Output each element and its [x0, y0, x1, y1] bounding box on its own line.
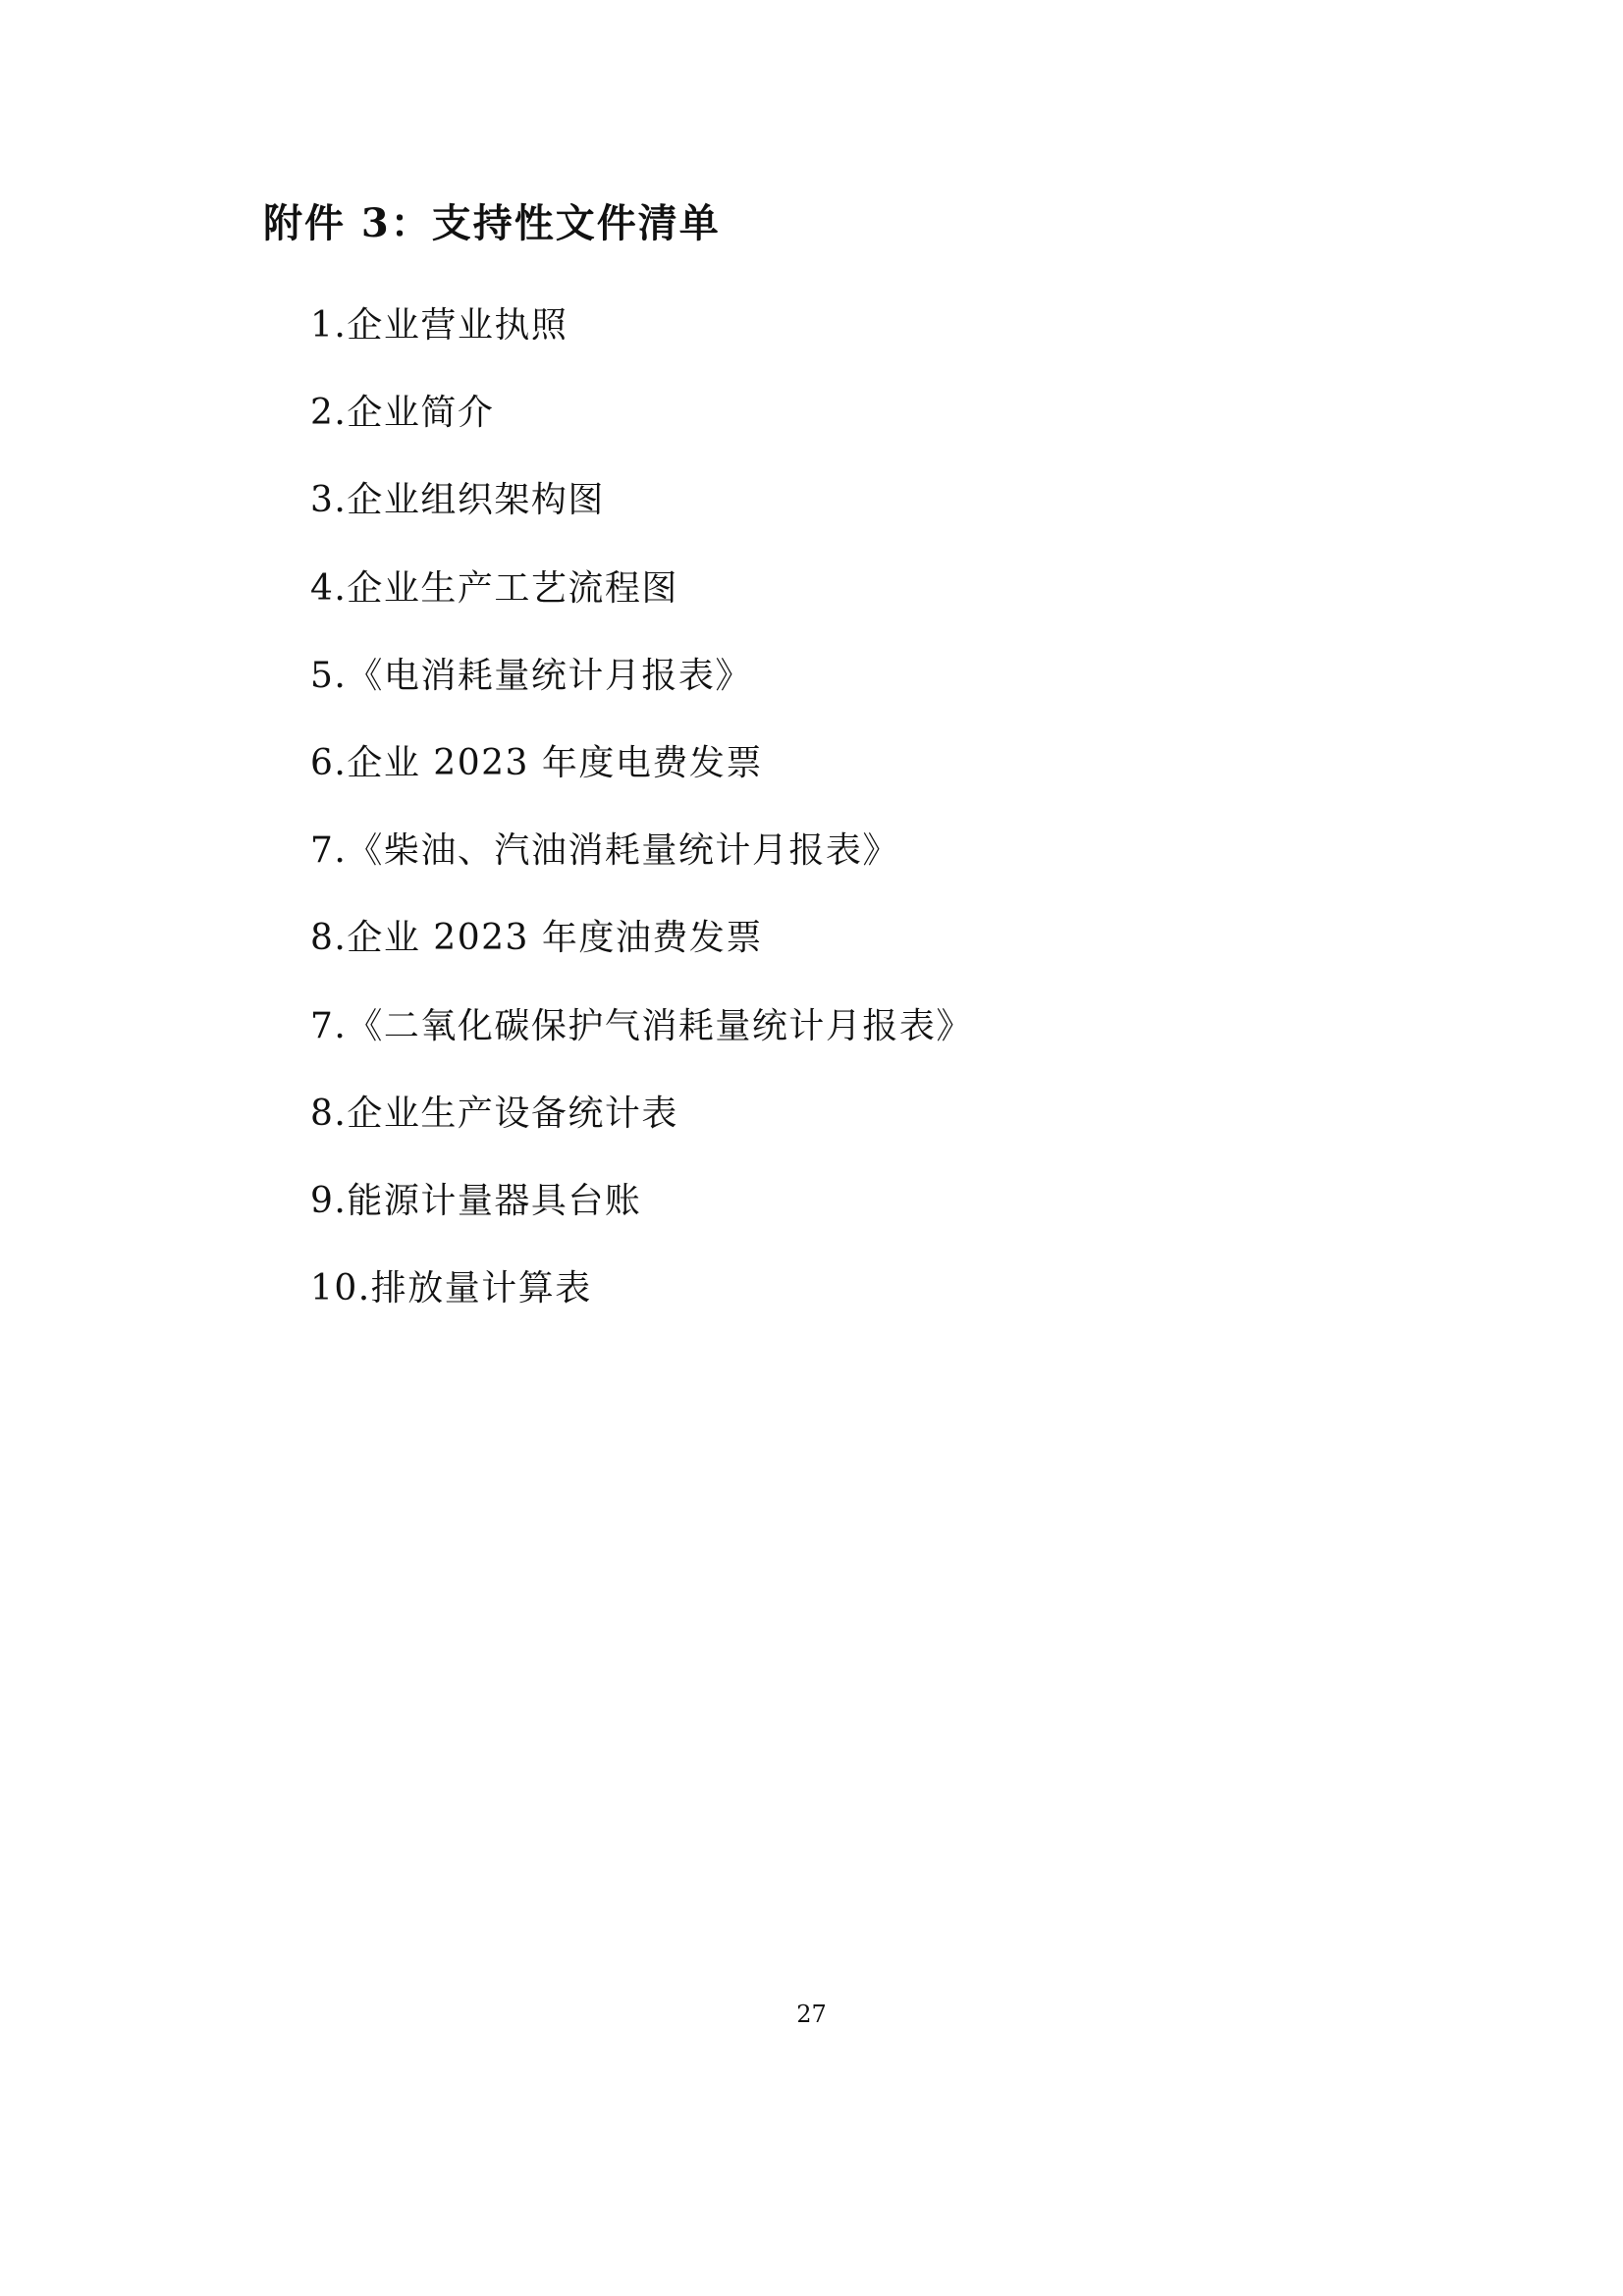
list-item: 7.《柴油、汽油消耗量统计月报表》: [310, 830, 899, 872]
list-item: 2.企业简介: [310, 393, 495, 434]
list-item: 5.《电消耗量统计月报表》: [310, 655, 752, 696]
list-item: 9.能源计量器具台账: [310, 1180, 642, 1221]
document-body: [263, 196, 1363, 1309]
list-item: 3.企业组织架构图: [310, 480, 605, 521]
list-item: 7.《二氧化碳保护气消耗量统计月报表》: [310, 1005, 973, 1046]
page-title: 附件 3：支持性文件清单: [263, 200, 721, 246]
list-item: 8.企业生产设备统计表: [310, 1093, 678, 1134]
list-item: 6.企业 2023 年度电费发票: [310, 742, 763, 783]
supporting-documents-list: [263, 304, 1363, 1309]
list-item: 10.排放量计算表: [310, 1268, 592, 1309]
list-item: 4.企业生产工艺流程图: [310, 567, 678, 609]
page-number: 27: [796, 2001, 827, 2028]
list-item: 8.企业 2023 年度油费发票: [310, 918, 763, 959]
list-item: 1.企业营业执照: [310, 305, 568, 346]
